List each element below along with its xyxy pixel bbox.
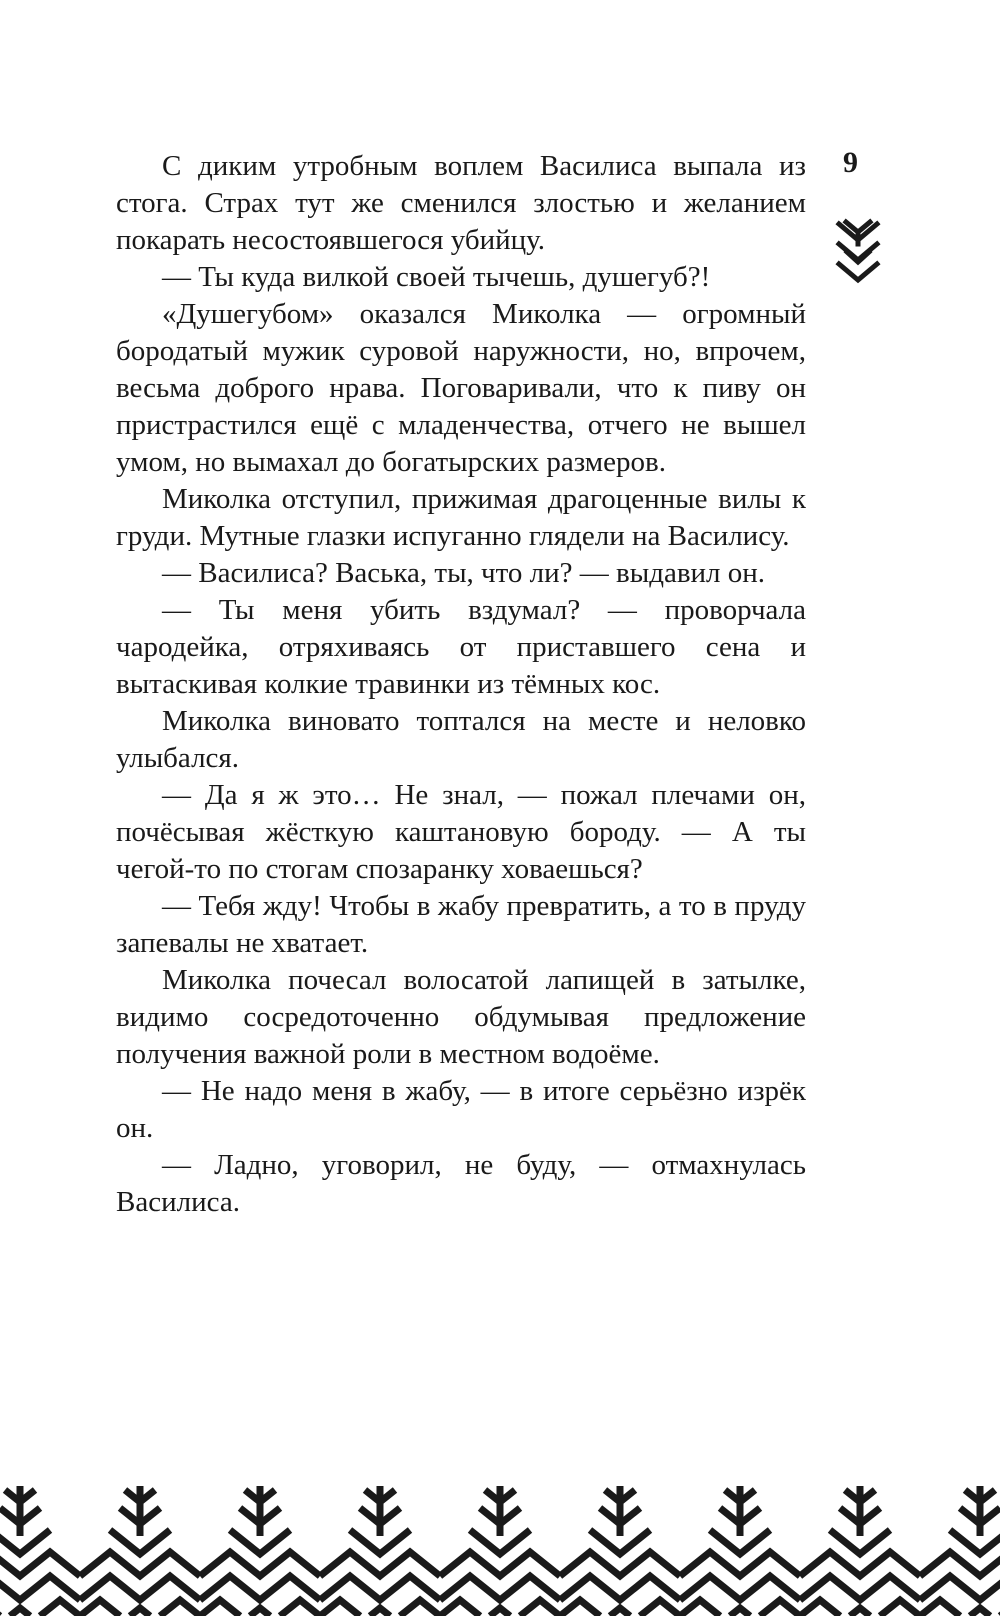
body-text <box>116 148 806 1221</box>
folk-pattern-border <box>0 1476 1000 1616</box>
paragraph: «Душегубом» оказался Миколка — огромный бородатый мужик суровой наружности, но, впрочем, весьма доброго нрава. Поговаривали, что к пиву он пристрастился ещё с младенчества, отчего не вышел умом, но вымахал до богатырских размеров. <box>116 298 806 478</box>
paragraph: Миколка виновато топтался на месте и неловко улыбался. <box>116 705 806 774</box>
folk-ornament-icon <box>833 218 883 286</box>
paragraph: — Не надо меня в жабу, — в итоге серьёзно изрёк он. <box>116 1075 806 1144</box>
paragraph: С диким утробным воплем Василиса выпала из стога. Страх тут же сменился злостью и желанием покарать несостоявшегося убийцу. <box>116 150 806 256</box>
paragraph: — Тебя жду! Чтобы в жабу превратить, а то в пруду запевалы не хватает. <box>116 890 806 959</box>
paragraph: — Да я ж это… Не знал, — пожал плечами он, почёсывая жёсткую каштановую бороду. — А ты чегой-то по стогам спозаранку ховаешься? <box>116 779 806 885</box>
paragraph: Миколка отступил, прижимая драгоценные вилы к груди. Мутные глазки испуганно глядели на Василису. <box>116 483 806 552</box>
page-number: 9 <box>843 146 858 179</box>
paragraph: — Ладно, уговорил, не буду, — отмахнулась Василиса. <box>116 1149 806 1218</box>
paragraph: — Василиса? Васька, ты, что ли? — выдавил он. <box>162 557 766 589</box>
paragraph: Миколка почесал волосатой лапищей в затылке, видимо сосредоточенно обдумывая предложение получения важной роли в местном водоёме. <box>116 964 806 1070</box>
paragraph: — Ты меня убить вздумал? — проворчала чародейка, отряхиваясь от приставшего сена и вытаскивая колкие травинки из тёмных кос. <box>116 594 806 700</box>
paragraph: — Ты куда вилкой своей тычешь, душегуб?! <box>162 261 711 293</box>
